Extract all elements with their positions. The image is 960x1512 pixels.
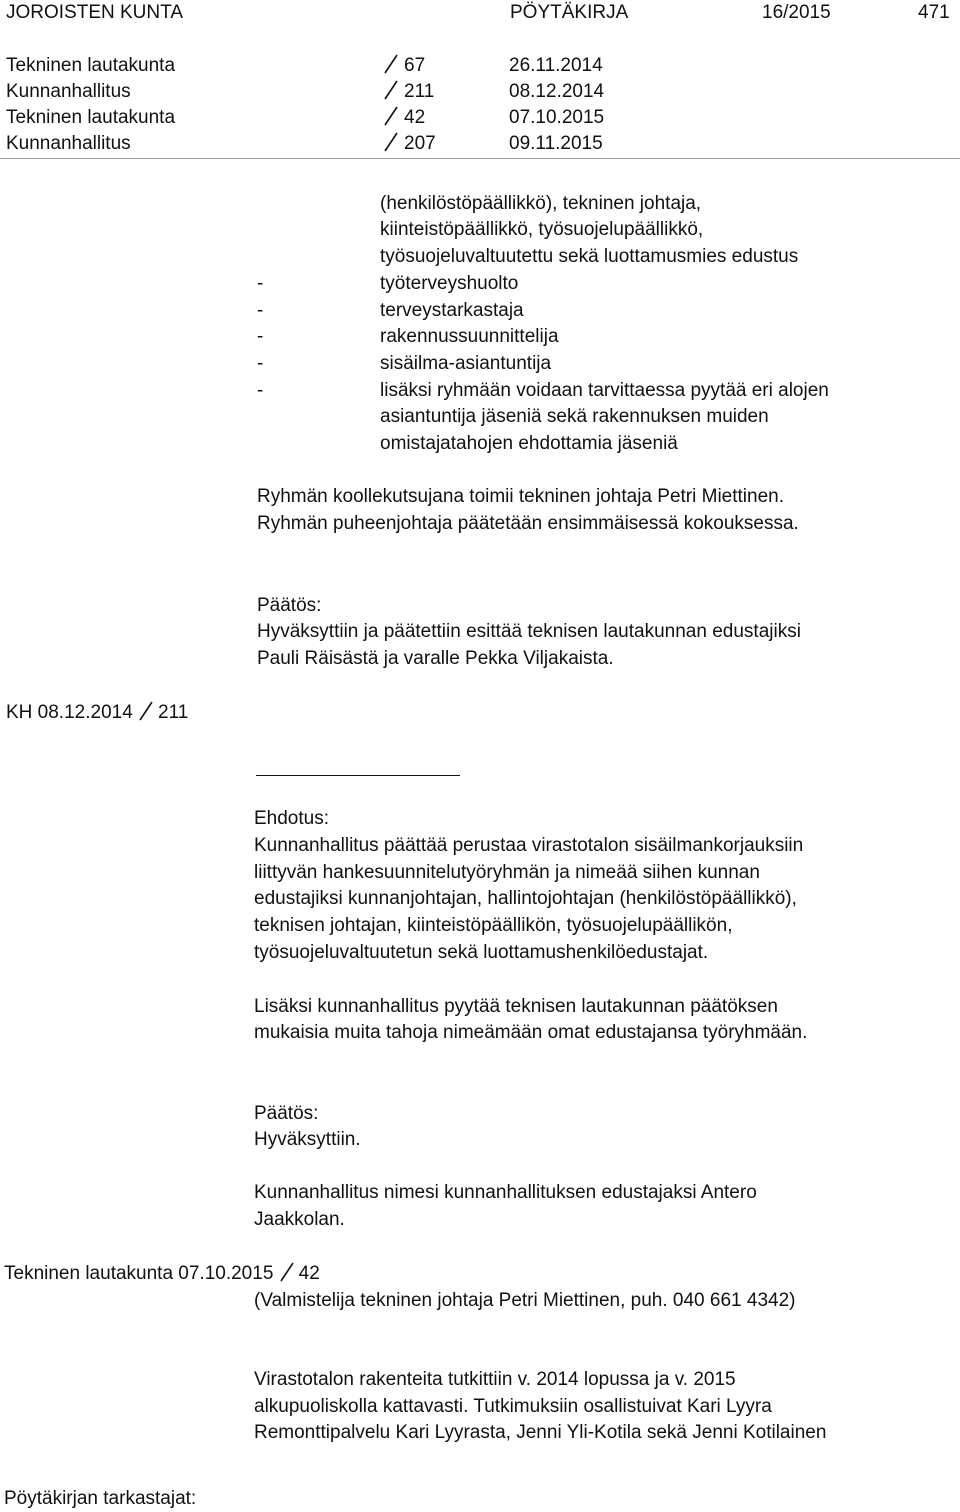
history-num: 42 bbox=[404, 107, 426, 128]
org-name: JOROISTEN KUNTA bbox=[6, 2, 183, 23]
list-item: terveystarkastaja bbox=[380, 300, 524, 321]
document-type: PÖYTÄKIRJA bbox=[510, 2, 629, 23]
proposal-extra-line: mukaisia muita tahoja nimeämään omat edustajansa työryhmään. bbox=[254, 1022, 808, 1043]
list-item: asiantuntija jäseniä sekä rakennuksen muiden bbox=[380, 406, 769, 427]
history-num: 211 bbox=[404, 81, 435, 102]
list-item: lisäksi ryhmään voidaan tarvittaessa pyytää eri alojen bbox=[380, 380, 829, 401]
decision-line: Hyväksyttiin ja päätettiin esittää teknisen lautakunnan edustajiksi bbox=[257, 621, 801, 642]
list-dash: - bbox=[257, 273, 264, 294]
page-number: 471 bbox=[918, 2, 950, 23]
history-date: 07.10.2015 bbox=[509, 107, 605, 128]
findings-line: Remonttipalvelu Kari Lyyrasta, Jenni Yli-Kotila sekä Jenni Kotilainen bbox=[254, 1422, 827, 1443]
findings-line: alkupuoliskolla kattavasti. Tutkimuksiin osallistuivat Kari Lyyra bbox=[254, 1396, 772, 1417]
list-dash: - bbox=[257, 353, 264, 374]
list-item: rakennussuunnittelija bbox=[380, 326, 559, 347]
kh-ref-prefix: KH 08.12.2014 bbox=[6, 702, 133, 723]
proposal-extra-line: Lisäksi kunnanhallitus pyytää teknisen lautakunnan päätöksen bbox=[254, 996, 778, 1017]
section-icon bbox=[383, 105, 403, 131]
list-item: työterveyshuolto bbox=[380, 273, 519, 294]
header-divider bbox=[0, 158, 960, 159]
list-item: sisäilma-asiantuntija bbox=[380, 353, 552, 374]
kh-ref-num: 211 bbox=[158, 702, 189, 723]
findings-line: Virastotalon rakenteita tutkittiin v. 2014 lopussa ja v. 2015 bbox=[254, 1369, 736, 1390]
tl-reference bbox=[4, 1261, 320, 1287]
section-icon bbox=[279, 1262, 295, 1282]
history-num: 207 bbox=[404, 133, 436, 154]
proposal-line: työsuojeluvaltuutetun sekä luottamushenkilöedustajat. bbox=[254, 942, 709, 963]
decision-line: Kunnanhallitus nimesi kunnanhallituksen edustajaksi Antero bbox=[254, 1182, 757, 1203]
decision-line: Pauli Räisästä ja varalle Pekka Viljakaista. bbox=[257, 648, 614, 669]
section-icon bbox=[138, 701, 154, 721]
proposal-line: liittyvän hankesuunnitelutyöryhmän ja nimeää siihen kunnan bbox=[254, 862, 760, 883]
list-item: omistajatahojen ehdottamia jäseniä bbox=[380, 433, 678, 454]
section-icon bbox=[383, 79, 403, 105]
tl-ref-num: 42 bbox=[298, 1263, 320, 1284]
signature-line bbox=[256, 775, 460, 776]
history-date: 08.12.2014 bbox=[509, 81, 605, 102]
decision-label: Päätös: bbox=[254, 1103, 319, 1124]
proposal-label: Ehdotus: bbox=[254, 808, 329, 829]
footer-label: Pöytäkirjan tarkastajat: bbox=[4, 1488, 197, 1509]
members-intro-line: kiinteistöpäällikkö, työsuojelupäällikkö, bbox=[380, 219, 704, 240]
proposal-line: teknisen johtajan, kiinteistöpäällikön, työsuojelupäällikön, bbox=[254, 915, 733, 936]
list-dash: - bbox=[257, 326, 264, 347]
document-number: 16/2015 bbox=[762, 2, 831, 23]
history-date: 09.11.2015 bbox=[509, 133, 603, 154]
decision-line: Jaakkolan. bbox=[254, 1209, 345, 1230]
decision-text: Hyväksyttiin. bbox=[254, 1129, 361, 1150]
history-body: Kunnanhallitus bbox=[6, 81, 131, 102]
decision-label: Päätös: bbox=[257, 595, 322, 616]
history-date: 26.11.2014 bbox=[509, 55, 603, 76]
history-body: Tekninen lautakunta bbox=[6, 55, 176, 76]
list-dash: - bbox=[257, 380, 264, 401]
list-dash: - bbox=[257, 300, 264, 321]
proposal-line: edustajiksi kunnanjohtajan, hallintojohtajan (henkilöstöpäällikkö), bbox=[254, 888, 797, 909]
kh-reference bbox=[6, 700, 188, 726]
preparer-line: (Valmistelija tekninen johtaja Petri Miettinen, puh. 040 661 4342) bbox=[254, 1290, 796, 1311]
proposal-line: Kunnanhallitus päättää perustaa virastotalon sisäilmankorjauksiin bbox=[254, 835, 804, 856]
section-icon bbox=[383, 131, 403, 157]
section-icon bbox=[383, 53, 403, 79]
convener-line: Ryhmän koollekutsujana toimii tekninen johtaja Petri Miettinen. bbox=[257, 486, 784, 507]
members-intro-line: työsuojeluvaltuutettu sekä luottamusmies edustus bbox=[380, 246, 799, 267]
members-intro-line: (henkilöstöpäällikkö), tekninen johtaja, bbox=[380, 193, 702, 214]
history-body: Tekninen lautakunta bbox=[6, 107, 176, 128]
history-num: 67 bbox=[404, 55, 426, 76]
history-body: Kunnanhallitus bbox=[6, 133, 131, 154]
convener-line: Ryhmän puheenjohtaja päätetään ensimmäisessä kokouksessa. bbox=[257, 513, 799, 534]
tl-ref-prefix: Tekninen lautakunta 07.10.2015 bbox=[4, 1263, 274, 1284]
